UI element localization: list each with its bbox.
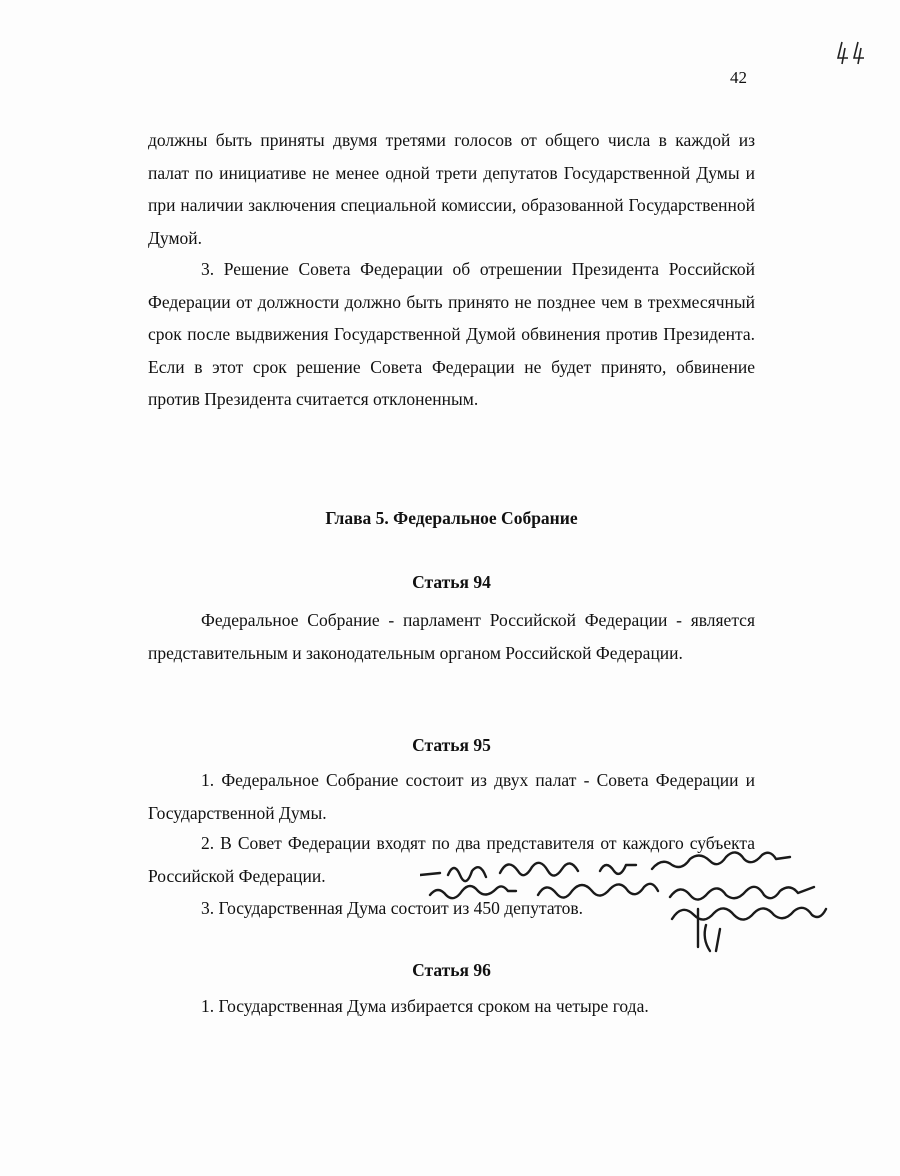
article-94-title: Статья 94 <box>412 572 491 592</box>
page-number: 42 <box>730 68 747 87</box>
handwritten-annotation <box>420 845 890 965</box>
paragraph-continuation: должны быть приняты двумя третями голосов от общего числа в каждой из палат по инициативе не менее одной трети депутатов Государственной Думы и при наличии заключения специальной комиссии, образованной Государственной Думой. <box>148 130 755 248</box>
handwritten-page-mark <box>836 38 876 68</box>
article-95-item-3: 3. Государственная Дума состоит из 450 депутатов. <box>201 898 584 918</box>
article-95-title: Статья 95 <box>412 735 491 755</box>
article-95-item-1: 1. Федеральное Собрание состоит из двух палат - Совета Федерации и Государственной Думы. <box>148 770 755 823</box>
article-96-title: Статья 96 <box>412 960 491 980</box>
article-94-text: Федеральное Собрание - парламент Российской Федерации - является представительным и законодательным органом Российской Федерации. <box>148 610 755 663</box>
chapter-title: Глава 5. Федеральное Собрание <box>325 508 578 528</box>
article-95-item-2: 2. В Совет Федерации входят по два представителя от каждого субъекта Российской Федерации. <box>148 833 755 886</box>
paragraph-item-3: 3. Решение Совета Федерации об отрешении Президента Российской Федерации от должности должно быть принято не позднее чем в трехмесячный срок после выдвижения Государственной Думой обвинения против Президента. Если в этот срок решение Совета Федерации не будет принято, обвинение против Президента считается отклоненным. <box>148 259 755 409</box>
article-96-item-1: 1. Государственная Дума избирается сроком на четыре года. <box>201 996 649 1016</box>
